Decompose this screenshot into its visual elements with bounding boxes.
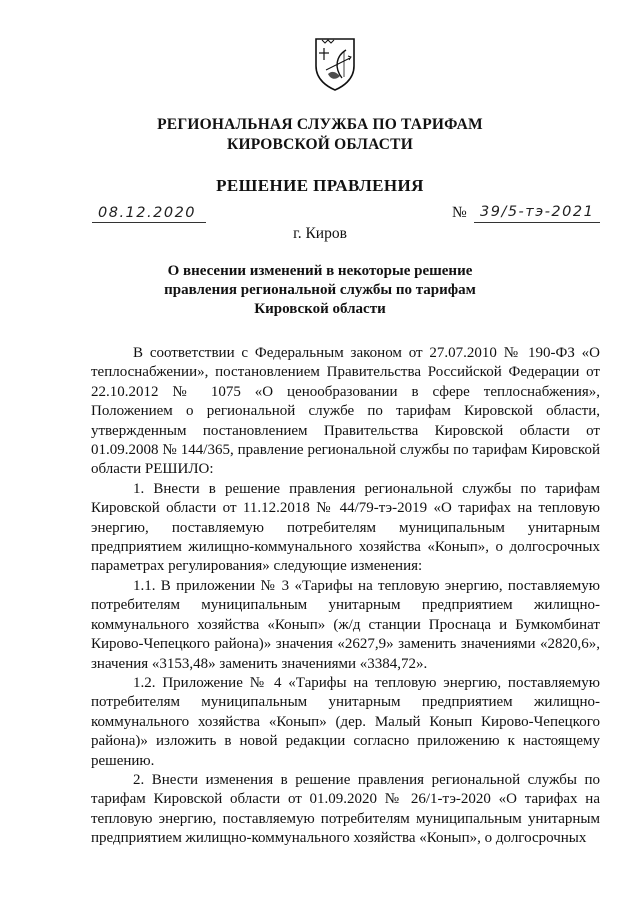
- preamble-paragraph: В соответствии с Федеральным законом от 27.07.2010 № 190-ФЗ «О теплоснабжении», постановлением Правительства Российской Федерации от 22.10.2012 № 1075 «О ценообразовании в сфере теплоснабжения», Положением о региональной службе по тарифам Кировской области, утвержденным постановлением Правительства Кировской области от 01.09.2008 № 144/365, правление региональной службы по тарифам Кировской области РЕШИЛО:: [91, 345, 600, 478]
- kirov-coat-of-arms-icon: [312, 36, 358, 92]
- date-underline: [92, 222, 206, 223]
- city: г. Киров: [293, 225, 347, 242]
- organization-name-line1: РЕГИОНАЛЬНАЯ СЛУЖБА ПО ТАРИФАМ: [157, 116, 483, 133]
- number-sign: №: [452, 204, 467, 221]
- subject-line1: О внесении изменений в некоторые решение: [167, 263, 473, 279]
- handwritten-number: 39/5-тэ-2021: [480, 204, 595, 220]
- decision-title: РЕШЕНИЕ ПРАВЛЕНИЯ: [216, 176, 424, 195]
- item-2-paragraph: 2. Внести изменения в решение правления региональной службы по тарифам Кировской области от 01.09.2020 № 26/1-тэ-2020 «О тарифах на тепловую энергию, поставляемую потребителям муниципальным унитарным предприятием жилищно-коммунального хозяйства «Конып», о долгосрочных: [91, 771, 600, 847]
- item-1-1-paragraph: 1.1. В приложении № 3 «Тарифы на тепловую энергию, поставляемую потребителям муниципальным унитарным предприятием жилищно-коммунального хозяйства «Конып» (ж/д станции Проснаца и Бумкомбинат Кирово-Чепецкого района)» значения «2627,9» заменить значениями «2820,6», значения «3153,48» заменить значениями «3384,72».: [91, 577, 600, 672]
- item-1-paragraph: 1. Внести в решение правления региональной службы по тарифам Кировской области от 11.12.2018 № 44/79-тэ-2019 «О тарифах на тепловую энергию, поставляемую потребителям муниципальным унитарным предприятием жилищно-коммунального хозяйства «Конып», о долгосрочных параметрах регулирования» следующие изменения:: [91, 480, 600, 575]
- subject-line2: правления региональной службы по тарифам: [164, 282, 476, 298]
- handwritten-date: 08.12.2020: [98, 205, 197, 221]
- decision-body: [91, 344, 600, 849]
- item-1-2-paragraph: 1.2. Приложение № 4 «Тарифы на тепловую энергию, поставляемую потребителям муниципальным унитарным предприятием жилищно-коммунального хозяйства «Конып» (дер. Малый Конып Кирово-Чепецкого района)» изложить в новой редакции согласно приложению к настоящему решению.: [91, 674, 600, 769]
- number-underline: [474, 222, 600, 223]
- subject-line3: Кировской области: [254, 301, 386, 317]
- organization-name-line2: КИРОВСКОЙ ОБЛАСТИ: [227, 136, 413, 153]
- decision-subject: [0, 262, 640, 319]
